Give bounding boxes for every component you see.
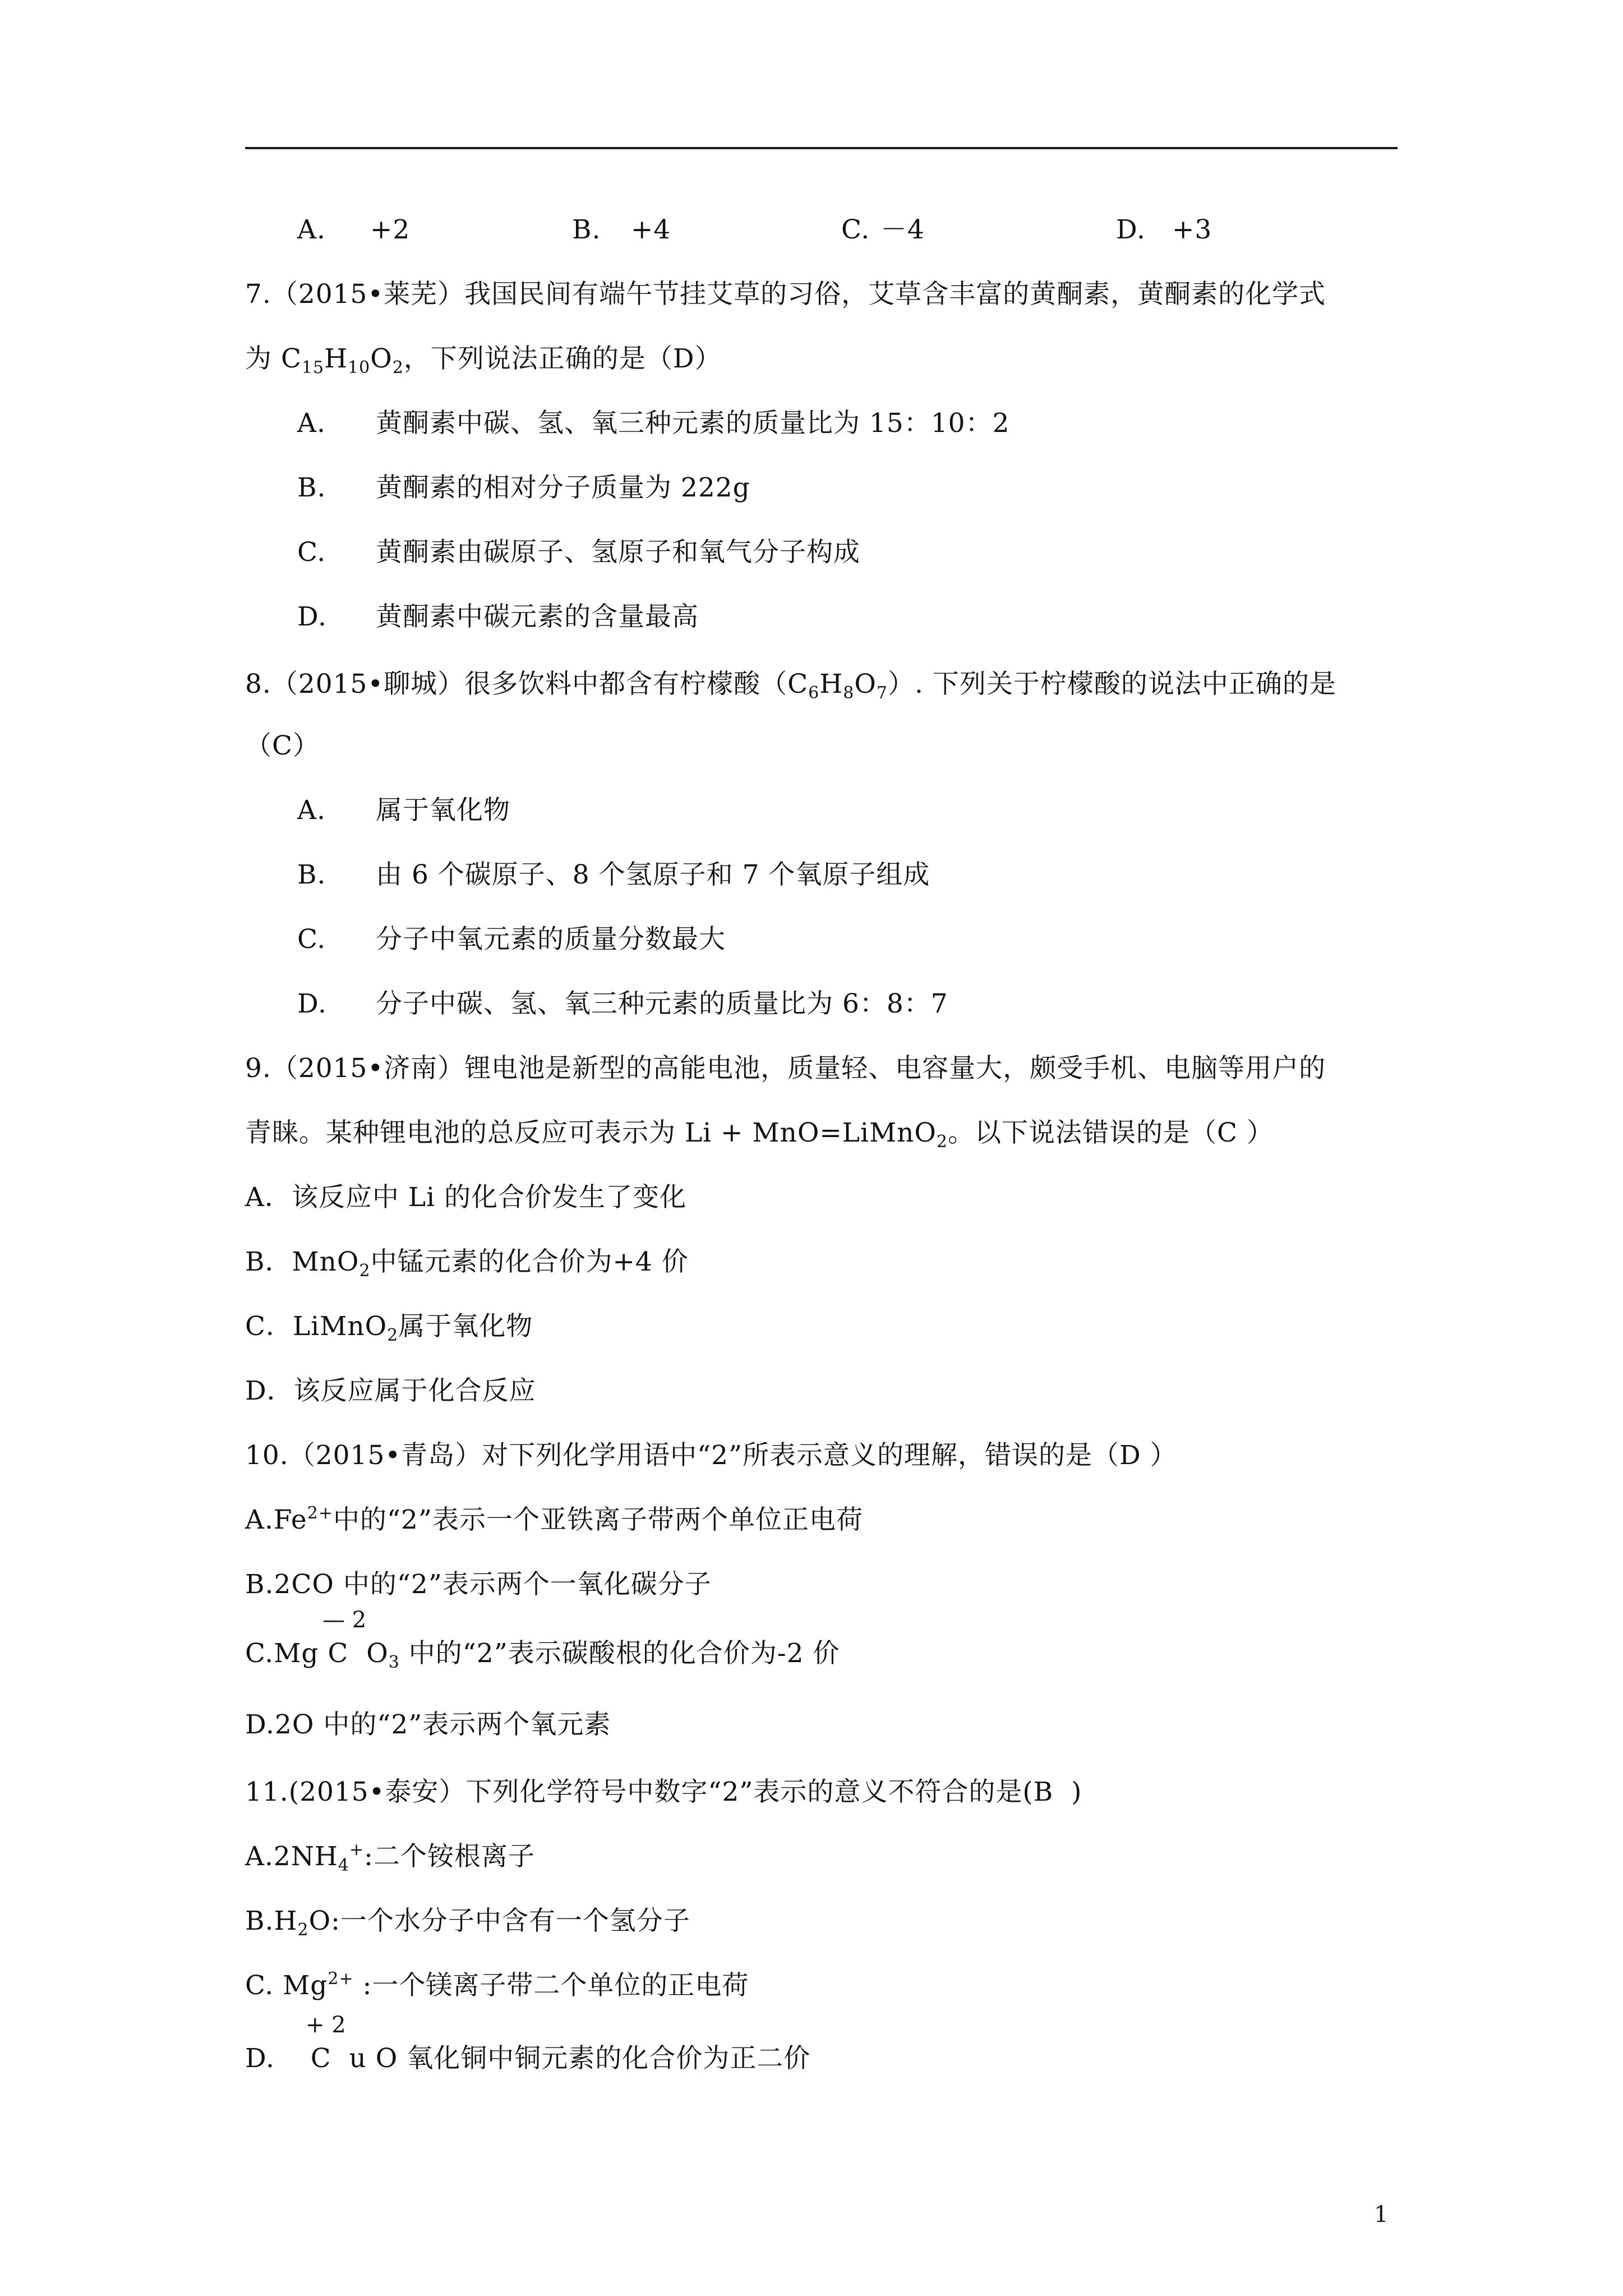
q6-option-c-label: C. — [841, 214, 870, 245]
q9-option-b: B．MnO$_2$中锰元素的化合价为+4 价 — [245, 1246, 689, 1281]
q10-stem: 10.（2015•青岛）对下列化学用语中“2”所表示意义的理解，错误的是（D ） — [245, 1440, 1177, 1471]
q7-stem-line1: 7.（2015•莱芜）我国民间有端午节挂艾草的习俗，艾草含丰富的黄酮素，黄酮素的化学式 — [245, 279, 1326, 310]
header-rule — [245, 147, 1398, 149]
q10-valence-mark: — 2 — [322, 1607, 367, 1633]
q7-stem-line2: 为 $C_{15}H_{10}O_2$，下列说法正确的是（D） — [245, 343, 722, 378]
q8-stem-line2: （C） — [245, 730, 320, 761]
q6-option-c: －4 — [880, 214, 925, 245]
q11-option-a: $A.2NH_4^+$:二个铵根离子 — [245, 1840, 535, 1875]
q6-option-a: +2 — [370, 214, 411, 245]
q6-option-d-label: D. — [1116, 214, 1146, 245]
q8-stem-line1: 8.（2015•聊城）很多饮料中都含有柠檬酸$(C_6H_8O_7)$. 下列关于柠檬酸的说法中正确的是 — [245, 669, 1336, 703]
q9-option-c: C．LiMnO$_2$属于氧化物 — [245, 1311, 533, 1345]
q11-valence-mark: + 2 — [306, 2012, 346, 2038]
q9-option-d: D．该反应属于化合反应 — [245, 1375, 536, 1406]
q9-option-a: A．该反应中 Li 的化合价发生了变化 — [245, 1182, 687, 1213]
q9-stem-line2: 青睐。某种锂电池的总反应可表示为 Li + MnO=LiMnO$_2$。以下说法错误的是（C ） — [245, 1117, 1274, 1152]
q6-options — [0, 213, 1623, 247]
q6-option-d: +3 — [1172, 214, 1212, 245]
q10-option-c: C.Mg C $O_3$ 中的“2”表示碳酸根的化合价为-2 价 — [245, 1638, 840, 1672]
page-number: 1 — [1374, 2202, 1389, 2228]
q11-option-c: C. $Mg^{2+}$ :一个镁离子带二个单位的正电荷 — [245, 1969, 749, 2001]
q6-option-b-label: B. — [572, 214, 601, 245]
q11-stem: 11.(2015•泰安）下列化学符号中数字“2”表示的意义不符合的是(B ) — [245, 1777, 1082, 1807]
q10-option-a: $A.Fe^{2+}$中的“2”表示一个亚铁离子带两个单位正电荷 — [245, 1503, 863, 1535]
q11-option-b: $B.H_2O$:一个水分子中含有一个氢分子 — [245, 1906, 690, 1940]
q10-option-b: B.2CO 中的“2”表示两个一氧化碳分子 — [245, 1569, 712, 1600]
q10-option-d: D.2O 中的“2”表示两个氧元素 — [245, 1709, 611, 1740]
q6-option-b: +4 — [631, 214, 671, 245]
q9-stem-line1: 9.（2015•济南）锂电池是新型的高能电池，质量轻、电容量大，颇受手机、电脑等用户的 — [245, 1053, 1326, 1084]
q11-option-d: D. C u O 氧化铜中铜元素的化合价为正二价 — [245, 2043, 811, 2074]
q6-option-a-label: A. — [297, 214, 326, 245]
